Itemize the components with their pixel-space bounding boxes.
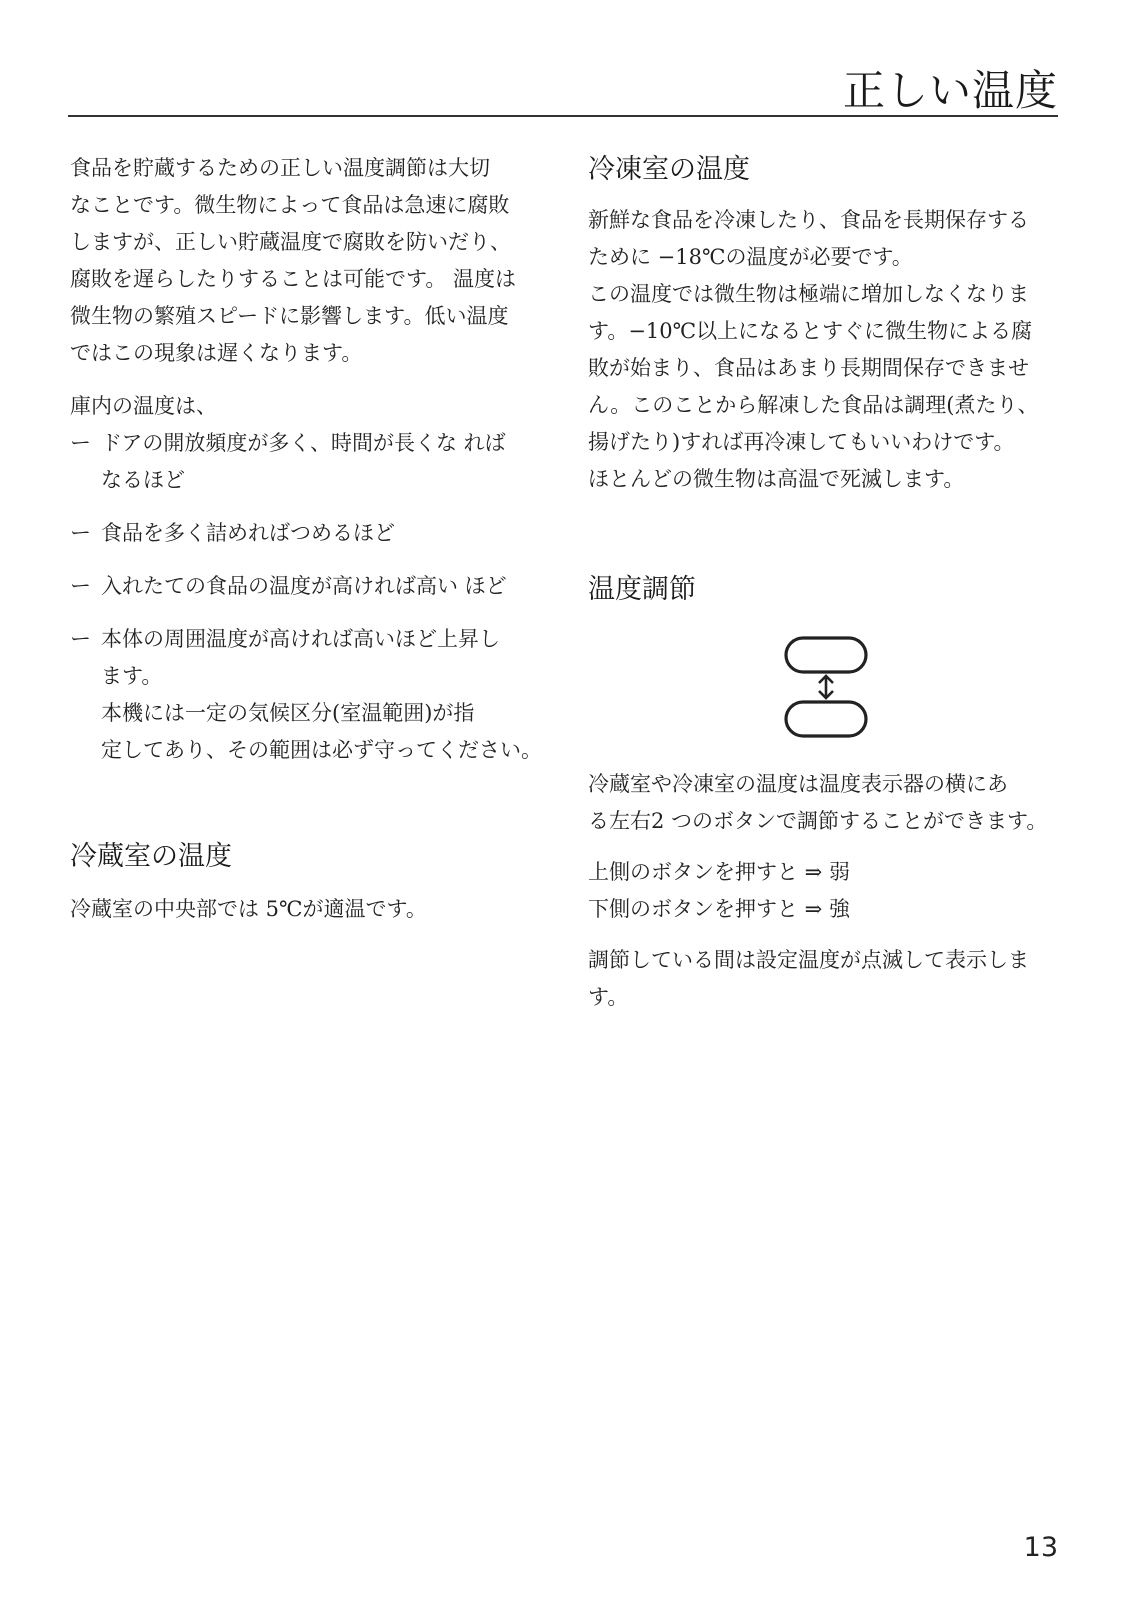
temp-control-heading: 温度調節 <box>588 574 696 605</box>
intro-line: 腐敗を遅らしたりすることは可能です。 温度は <box>70 267 516 291</box>
left-column <box>70 150 550 928</box>
intro-line: なことです。微生物によって食品は急速に腐敗 <box>70 193 510 217</box>
page-title: 正しい温度 <box>842 66 1058 115</box>
control-line: 冷蔵室や冷凍室の温度は温度表示器の横にあ <box>588 772 1008 796</box>
list-item-line: 入れたての食品の温度が高ければ高い ほど <box>101 574 507 598</box>
list-item-line: ドアの開放頻度が多く、時間が長くな れば <box>101 431 506 455</box>
freezer-paragraph <box>588 202 1068 498</box>
dash-marker: ー <box>70 431 91 455</box>
list-item <box>70 621 550 769</box>
right-column <box>588 150 1068 1016</box>
list-item <box>70 515 550 552</box>
button-effect-line: 上側のボタンを押すと ⇒ 弱 <box>588 860 850 884</box>
list-item <box>70 425 550 499</box>
intro-line: 食品を貯蔵するための正しい温度調節は大切 <box>70 156 490 180</box>
fridge-temp-text: 冷蔵室の中央部では 5℃が適温です。 <box>70 897 427 921</box>
freezer-line: 揚げたり)すれば再冷凍してもいいわけです。 <box>588 430 1015 454</box>
freezer-line: ほとんどの微生物は高温で死滅します。 <box>588 467 965 491</box>
list-item-line: 本機には一定の気候区分(室温範囲)が指 <box>101 701 475 725</box>
button-effect-line: 下側のボタンを押すと ⇒ 強 <box>588 897 850 921</box>
up-down-arrow-icon <box>819 676 833 698</box>
freezer-line: 新鮮な食品を冷凍したり、食品を長期保存する <box>588 208 1029 232</box>
fridge-temp-heading: 冷蔵室の温度 <box>70 841 232 872</box>
list-item-line: ます。 <box>101 664 163 688</box>
dash-marker: ー <box>70 521 91 545</box>
freezer-line: 敗が始まり、食品はあまり長期間保存できませ <box>588 356 1029 380</box>
list-item-line: 食品を多く詰めればつめるほど <box>101 521 395 545</box>
freezer-line: す。−10℃以上になるとすぐに微生物による腐 <box>588 319 1033 343</box>
list-item-line: 本体の周囲温度が高ければ高いほど上昇し <box>101 627 500 651</box>
upper-button-icon <box>786 638 866 672</box>
intro-line: しますが、正しい貯蔵温度で腐敗を防いだり、 <box>70 230 511 254</box>
control-buttons-diagram <box>778 632 878 752</box>
intro-paragraph <box>70 150 550 372</box>
title-rule <box>68 115 1058 117</box>
freezer-line: この温度では微生物は極端に増加しなくなりま <box>588 282 1029 306</box>
blink-line: 調節している間は設定温度が点滅して表示しま <box>588 948 1029 972</box>
intro-line: 微生物の繁殖スピードに影響します。低い温度 <box>70 304 509 328</box>
control-line: る左右2 つのボタンで調節することができます。 <box>588 809 1048 833</box>
list-intro: 庫内の温度は、 <box>70 394 217 418</box>
page-number: 13 <box>1023 1532 1058 1563</box>
list-item <box>70 568 550 605</box>
blink-line: す。 <box>588 985 629 1009</box>
intro-line: ではこの現象は遅くなります。 <box>70 341 363 365</box>
temperature-factor-list <box>70 425 550 769</box>
lower-button-icon <box>786 702 866 736</box>
button-effect-paragraph <box>588 854 1068 928</box>
freezer-line: ために −18℃の温度が必要です。 <box>588 245 913 269</box>
dash-marker: ー <box>70 574 91 598</box>
list-item-line: 定してあり、その範囲は必ず守ってください。 <box>101 738 542 762</box>
blink-paragraph <box>588 942 1068 1016</box>
control-paragraph <box>588 766 1068 840</box>
dash-marker: ー <box>70 627 91 651</box>
freezer-temp-heading: 冷凍室の温度 <box>588 154 750 185</box>
freezer-line: ん。このことから解凍した食品は調理(煮たり、 <box>588 393 1039 417</box>
list-item-line: なるほど <box>101 468 185 492</box>
